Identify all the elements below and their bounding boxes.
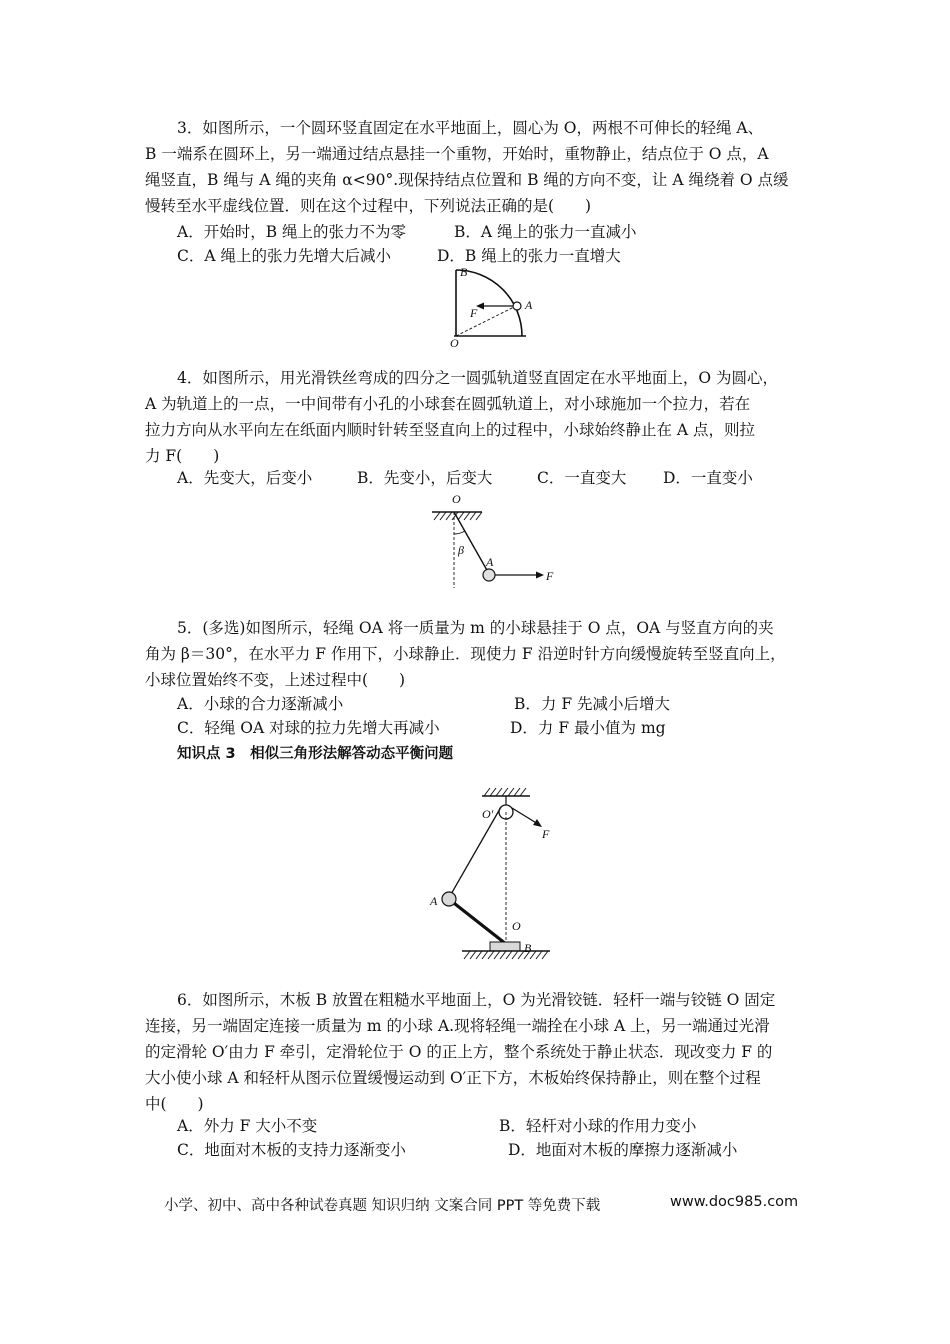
- q6-option-b: B．轻杆对小球的作用力变小: [499, 1117, 697, 1135]
- q5-option-b: B．力 F 先减小后增大: [514, 695, 670, 713]
- label-a: A: [486, 555, 494, 569]
- radius-to-a: [456, 306, 516, 336]
- rope-to-force: [512, 808, 538, 824]
- q3-line-2: B 一端系在圆环上，另一端通过结点悬挂一个重物，开始时，重物静止，结点位于 O 点，A: [145, 145, 769, 163]
- q3-line-4: 慢转至水平虚线位置．则在这个过程中，下列说法正确的是( ): [145, 197, 592, 215]
- q4-line-1: 4．如图所示，用光滑铁丝弯成的四分之一圆弧轨道竖直固定在水平地面上，O 为圆心，: [177, 369, 778, 387]
- label-beta: β: [458, 543, 464, 557]
- ball-a: [483, 569, 495, 581]
- q4-option-a: A．先变大，后变小: [177, 469, 313, 487]
- q4-option-c: C．一直变大: [537, 469, 627, 487]
- pendulum-figure: [428, 490, 563, 590]
- rope-oa: [454, 512, 488, 572]
- q3-line-3: 绳竖直，B 绳与 A 绳的夹角 α<90°.现保持结点位置和 B 绳的方向不变，让 A 绳绕着 O 点缓: [145, 171, 789, 189]
- label-f: F: [470, 306, 478, 320]
- force-f-arrowhead: [533, 819, 542, 827]
- q3-line-1: 3．如图所示，一个圆环竖直固定在水平地面上，圆心为 O，两根不可伸长的轻绳 A、: [177, 119, 764, 137]
- label-b: B: [524, 941, 532, 955]
- angle-beta-arc: [454, 531, 465, 534]
- q6-option-d: D．地面对木板的摩擦力逐渐减小: [508, 1141, 738, 1159]
- quarter-arc-figure: [440, 262, 550, 350]
- q5-line-3: 小球位置始终不变，上述过程中( ): [145, 671, 406, 689]
- q4-line-3: 拉力方向从水平向左在纸面内顺时针转至竖直向上的过程中，小球始终静止在 A 点，则拉: [145, 421, 756, 439]
- label-a: A: [525, 298, 533, 312]
- q6-line-3: 的定滑轮 O′由力 F 牵引，定滑轮位于 O 的正上方，整个系统处于静止状态．现改变力 F 的: [145, 1043, 773, 1061]
- board-b: [490, 942, 520, 951]
- q4-line-4: 力 F( ): [145, 447, 220, 465]
- ground-hatch: [464, 951, 548, 959]
- label-o: O: [452, 492, 461, 506]
- q6-line-1: 6．如图所示，木板 B 放置在粗糙水平地面上，O 为光滑铰链．轻杆一端与铰链 O 固定: [177, 991, 776, 1009]
- section-heading-3: 知识点 3 相似三角形法解答动态平衡问题: [177, 746, 454, 762]
- q3-option-d: D．B 绳上的张力一直增大: [437, 247, 621, 265]
- q5-line-1: 5．(多选)如图所示，轻绳 OA 将一质量为 m 的小球悬挂于 O 点，OA 与竖直方向的夹: [177, 619, 774, 637]
- footer-text: 小学、初中、高中各种试卷真题 知识归纳 文案合同 PPT 等免费下载: [164, 1198, 601, 1214]
- q5-option-a: A．小球的合力逐渐减小: [177, 695, 344, 713]
- force-f-arrowhead: [536, 572, 544, 579]
- q5-option-d: D．力 F 最小值为 mg: [510, 719, 666, 737]
- q6-line-4: 大小使小球 A 和轻杆从图示位置缓慢运动到 O′正下方，木板始终保持静止，则在整个过程: [145, 1069, 761, 1087]
- label-f: F: [542, 827, 550, 841]
- q4-line-2: A 为轨道上的一点，一中间带有小孔的小球套在圆弧轨道上，对小球施加一个拉力，若在: [145, 395, 751, 413]
- label-o-prime: O′: [482, 807, 494, 821]
- q3-option-c: C．A 绳上的张力先增大后减小: [177, 247, 391, 265]
- label-b: B: [460, 265, 468, 279]
- q5-option-c: C．轻绳 OA 对球的拉力先增大再减小: [177, 719, 440, 737]
- footer-site-link[interactable]: www.doc985.com: [670, 1194, 799, 1210]
- label-o: O: [450, 336, 459, 350]
- label-f: F: [546, 569, 554, 583]
- q6-option-a: A．外力 F 大小不变: [177, 1117, 318, 1135]
- q5-line-2: 角为 β＝30°，在水平力 F 作用下，小球静止．现使力 F 沿逆时针方向缓慢旋转至竖直向上，: [145, 645, 786, 663]
- label-a: A: [430, 894, 438, 908]
- ball-a: [513, 302, 521, 310]
- q3-option-a: A．开始时，B 绳上的张力不为零: [177, 223, 407, 241]
- q4-option-d: D．一直变小: [663, 469, 753, 487]
- rope-to-ball: [450, 807, 501, 896]
- q4-option-b: B．先变小，后变大: [357, 469, 493, 487]
- top-ceiling-hatch: [484, 788, 526, 796]
- q6-line-2: 连接，另一端固定连接一质量为 m 的小球 A.现将轻绳一端拴在小球 A 上，另一端通过光滑: [145, 1017, 770, 1035]
- light-rod: [450, 900, 506, 944]
- ball-a: [442, 892, 456, 906]
- arc-curve: [456, 270, 522, 336]
- q6-line-5: 中( ): [145, 1095, 204, 1113]
- pulley-rod-figure: [420, 782, 570, 967]
- q3-option-b: B．A 绳上的张力一直减小: [454, 223, 637, 241]
- label-o: O: [512, 919, 521, 933]
- q6-option-c: C．地面对木板的支持力逐渐变小: [177, 1141, 406, 1159]
